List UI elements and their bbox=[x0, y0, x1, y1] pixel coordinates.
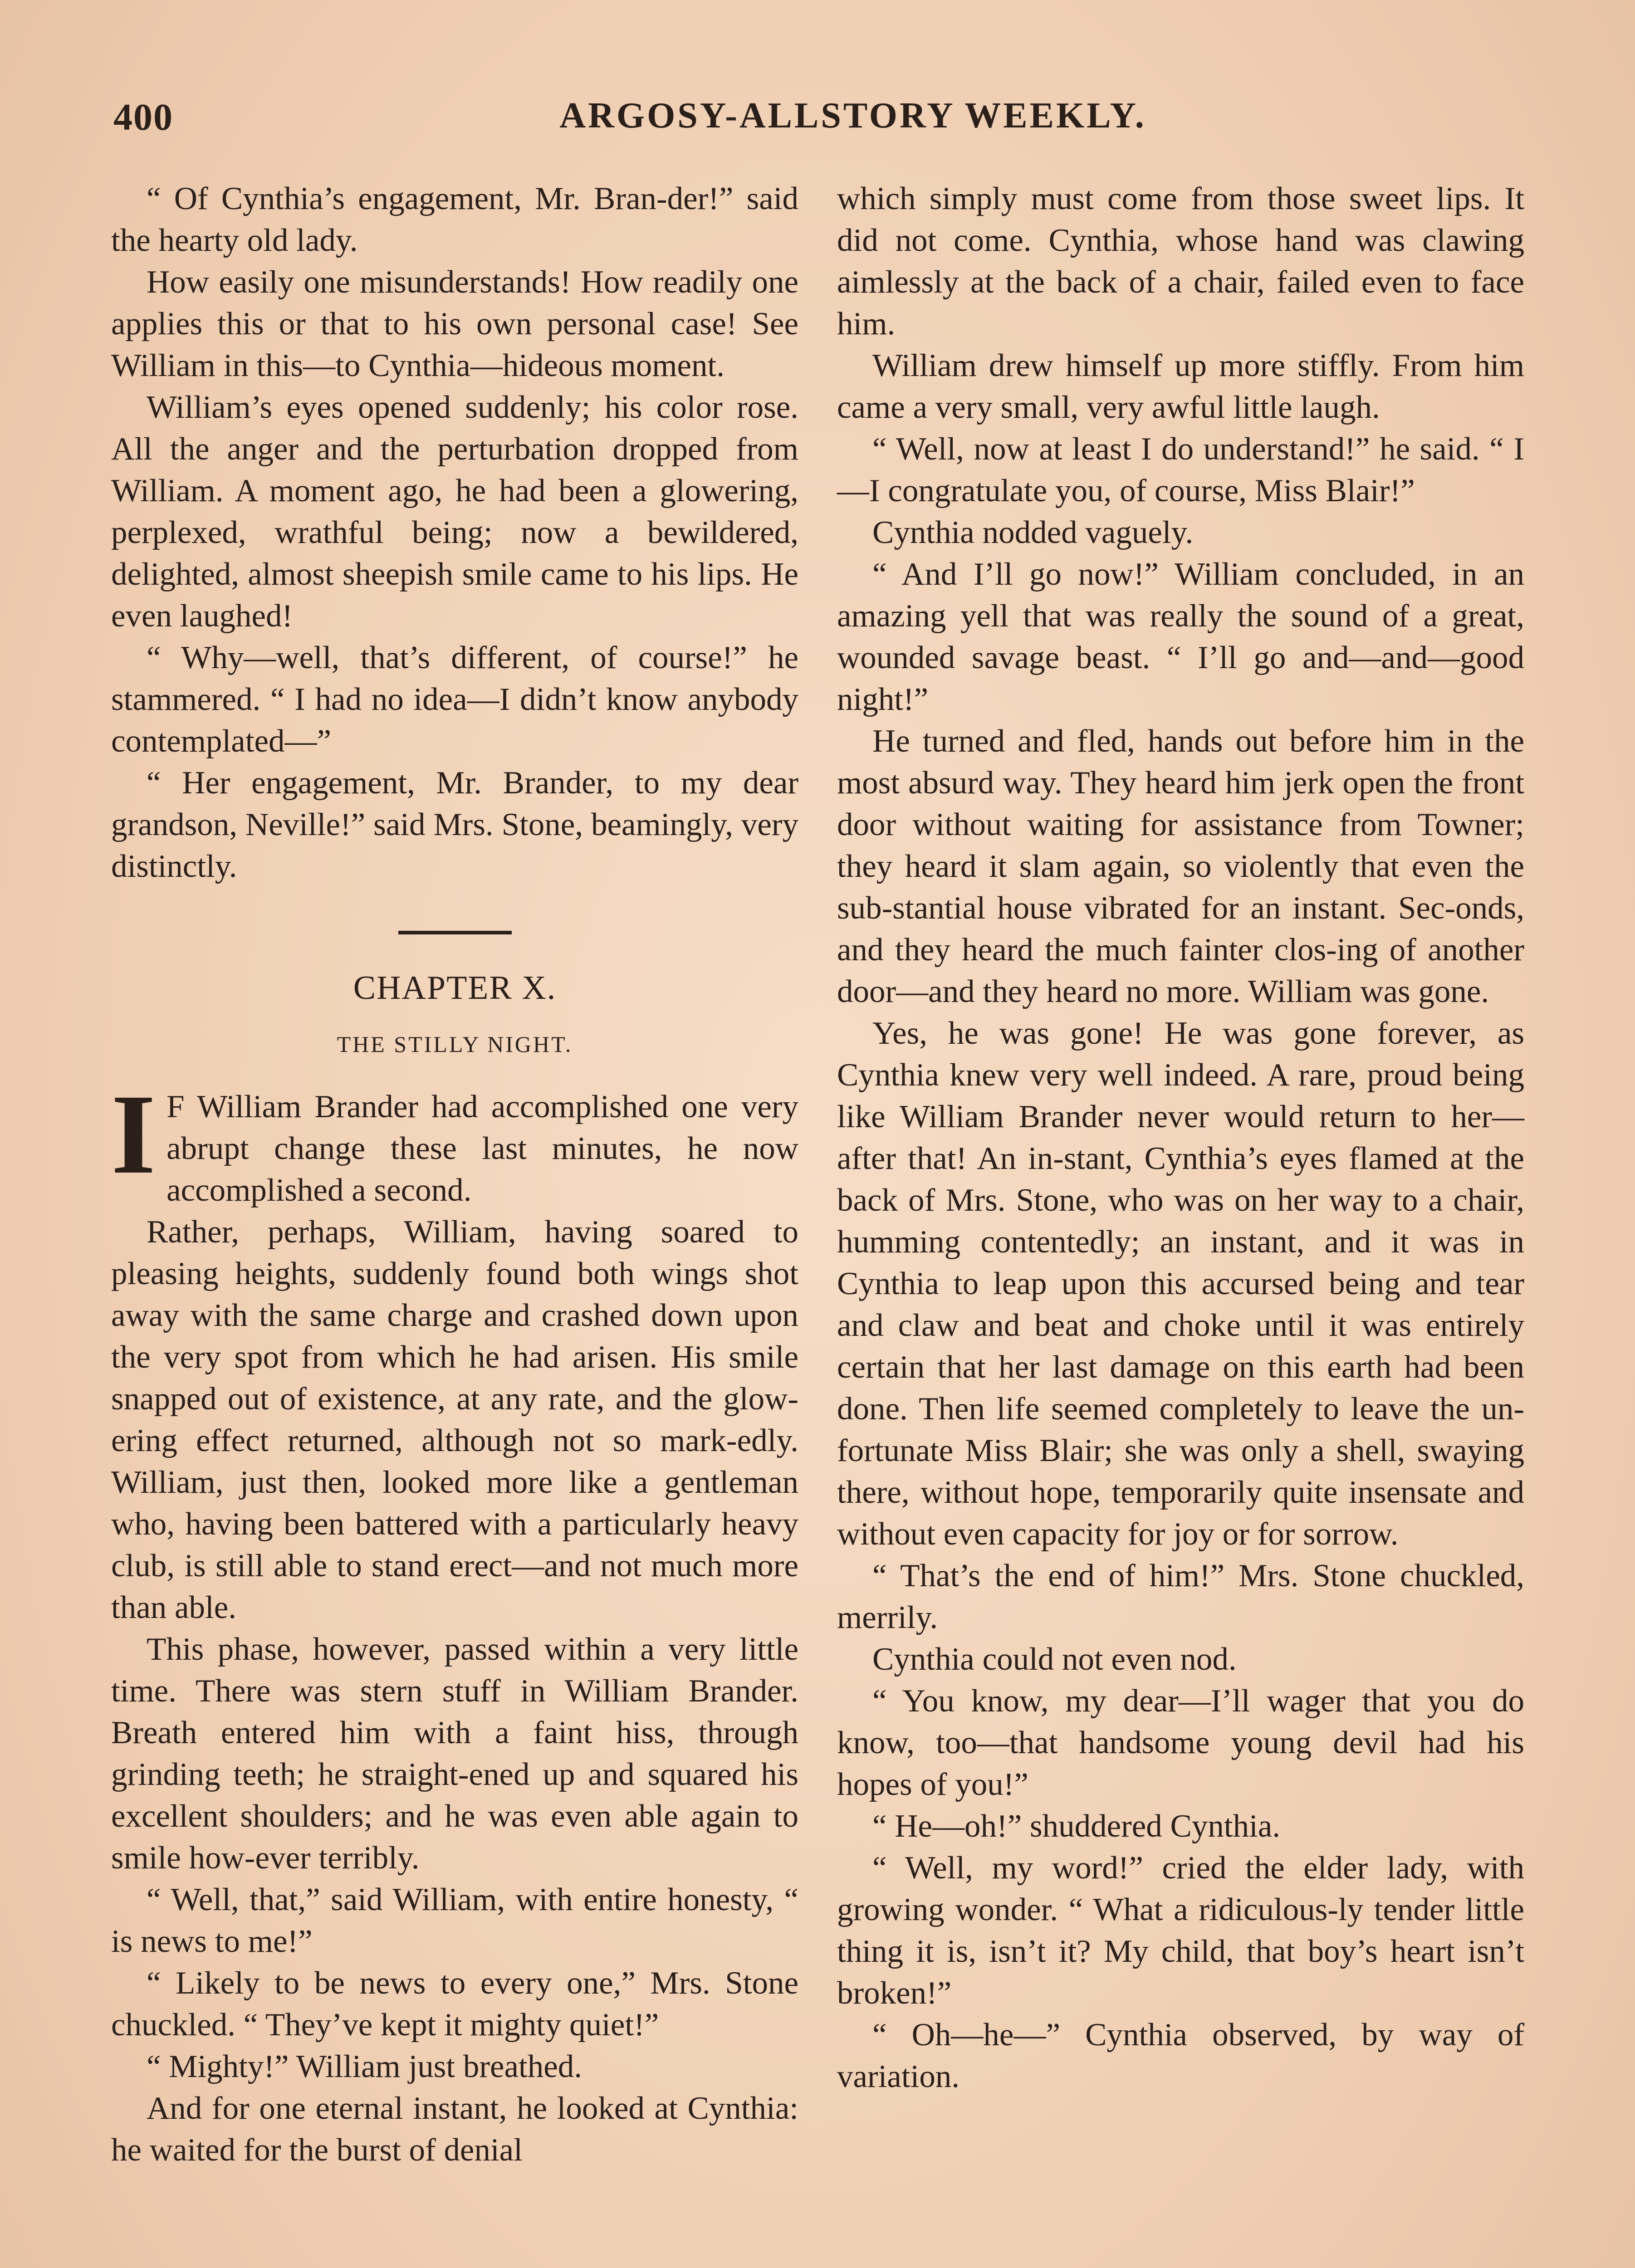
paragraph: “ Why—well, that’s different, of course!” he stammered. “ I had no idea—I didn’t know anybody contemplated—” bbox=[111, 640, 798, 759]
paragraph: “ Well, that,” said William, with entire honesty, “ is news to me!” bbox=[111, 1882, 798, 1959]
paragraph: Cynthia nodded vaguely. bbox=[872, 515, 1194, 550]
paragraph: “ Of Cynthia’s engagement, Mr. Bran-der!” said the hearty old lady. bbox=[111, 181, 798, 258]
running-title: ARGOSY-ALLSTORY WEEKLY. bbox=[559, 96, 1146, 136]
page-header bbox=[0, 95, 1635, 145]
paragraph: “ He—oh!” shuddered Cynthia. bbox=[872, 1809, 1281, 1844]
paragraph: “ Mighty!” William just breathed. bbox=[147, 2049, 583, 2084]
paragraph: William drew himself up more stiffly. From him came a very small, very awful little laugh. bbox=[837, 348, 1524, 425]
paragraph: “ You know, my dear—I’ll wager that you do know, too—that handsome young devil had his hopes of you!” bbox=[837, 1683, 1524, 1802]
paragraph: Yes, he was gone! He was gone forever, as Cynthia knew very well indeed. A rare, proud being like William Brander never would return to her—after that! An in-stant, Cynthia’s eyes flamed at the back of Mrs. Stone, who was on her way to a chair, humming contentedly; an instant, and it was in Cynthia to leap upon this accursed being and tear and claw and beat and choke until it was entirely certain that her last damage on this earth had been done. Then life seemed completely to leave the un-fortunate Miss Blair; she was only a shell, swaying there, without hope, temporarily quite insensate and without even capacity for joy or for sorrow. bbox=[837, 1016, 1524, 1552]
paragraph: Rather, perhaps, William, having soared to pleasing heights, suddenly found both wings shot away with the same charge and crashed down upon the very spot from which he had arisen. His smile snapped out of existence, at any rate, and the glow-ering effect returned, although not so mark-edly. William, just then, looked more like a gentleman who, having been battered with a particularly heavy club, is still able to stand erect—and not much more than able. bbox=[111, 1214, 798, 1625]
paragraph: And for one eternal instant, he looked at Cynthia: he waited for the burst of denial bbox=[111, 2091, 798, 2168]
paragraph: Cynthia could not even nod. bbox=[872, 1642, 1237, 1677]
page-number: 400 bbox=[113, 96, 173, 138]
paragraph: “ And I’ll go now!” William concluded, in an amazing yell that was really the sound of a great, wounded savage beast. “ I’ll go and—and—good night!” bbox=[837, 557, 1524, 717]
drop-cap-letter: I bbox=[111, 1070, 156, 1198]
paragraph: “ Her engagement, Mr. Brander, to my dear grandson, Neville!” said Mrs. Stone, beamingly, very distinctly. bbox=[111, 765, 798, 884]
chapter-title: CHAPTER X. bbox=[353, 969, 557, 1007]
paragraph: He turned and fled, hands out before him in the most absurd way. They heard him jerk open the front door without waiting for assistance from Towner; they heard it slam again, so violently that even the sub-stantial house vibrated for an instant. Sec-onds, and they heard the much fainter clos-ing of another door—and they heard no more. William was gone. bbox=[837, 723, 1524, 1009]
chapter-subtitle: THE STILLY NIGHT. bbox=[337, 1031, 573, 1057]
paragraph: “ Well, now at least I do understand!” he said. “ I—I congratulate you, of course, Miss Blair!” bbox=[837, 431, 1524, 508]
chapter-divider-rule bbox=[398, 931, 512, 934]
paragraph: This phase, however, passed within a very little time. There was stern stuff in William Brander. Breath entered him with a faint hiss, through grinding teeth; he straight-ened up and squared his excellent shoulders; and he was even able again to smile how-ever terribly. bbox=[111, 1632, 798, 1876]
right-column bbox=[837, 178, 1524, 2097]
paragraph: How easily one misunderstands! How readily one applies this or that to his own personal case! See William in this—to Cynthia—hideous moment. bbox=[111, 264, 798, 383]
continued-paragraph: which simply must come from those sweet lips. It did not come. Cynthia, whose hand was clawing aimlessly at the back of a chair, failed even to face him. bbox=[837, 181, 1524, 342]
paragraph: “ Oh—he—” Cynthia observed, by way of variation. bbox=[837, 2017, 1524, 2094]
paragraph: “ Likely to be news to every one,” Mrs. Stone chuckled. “ They’ve kept it mighty quiet!” bbox=[111, 1965, 798, 2043]
paragraph: “ Well, my word!” cried the elder lady, with growing wonder. “ What a ridiculous-ly tender little thing it is, isn’t it? My child, that boy’s heart isn’t broken!” bbox=[837, 1850, 1524, 2011]
paragraph: William’s eyes opened suddenly; his color rose. All the anger and the perturbation dropped from William. A moment ago, he had been a glowering, perplexed, wrathful being; now a bewildered, delighted, almost sheepish smile came to his lips. He even laughed! bbox=[111, 390, 798, 634]
opening-paragraph bbox=[111, 1070, 798, 1211]
opening-paragraph-text: F William Brander had accomplished one very abrupt change these last minutes, he now accomplished a second. bbox=[166, 1089, 798, 1208]
paragraph: “ That’s the end of him!” Mrs. Stone chuckled, merrily. bbox=[837, 1558, 1524, 1635]
left-column bbox=[111, 178, 798, 2171]
